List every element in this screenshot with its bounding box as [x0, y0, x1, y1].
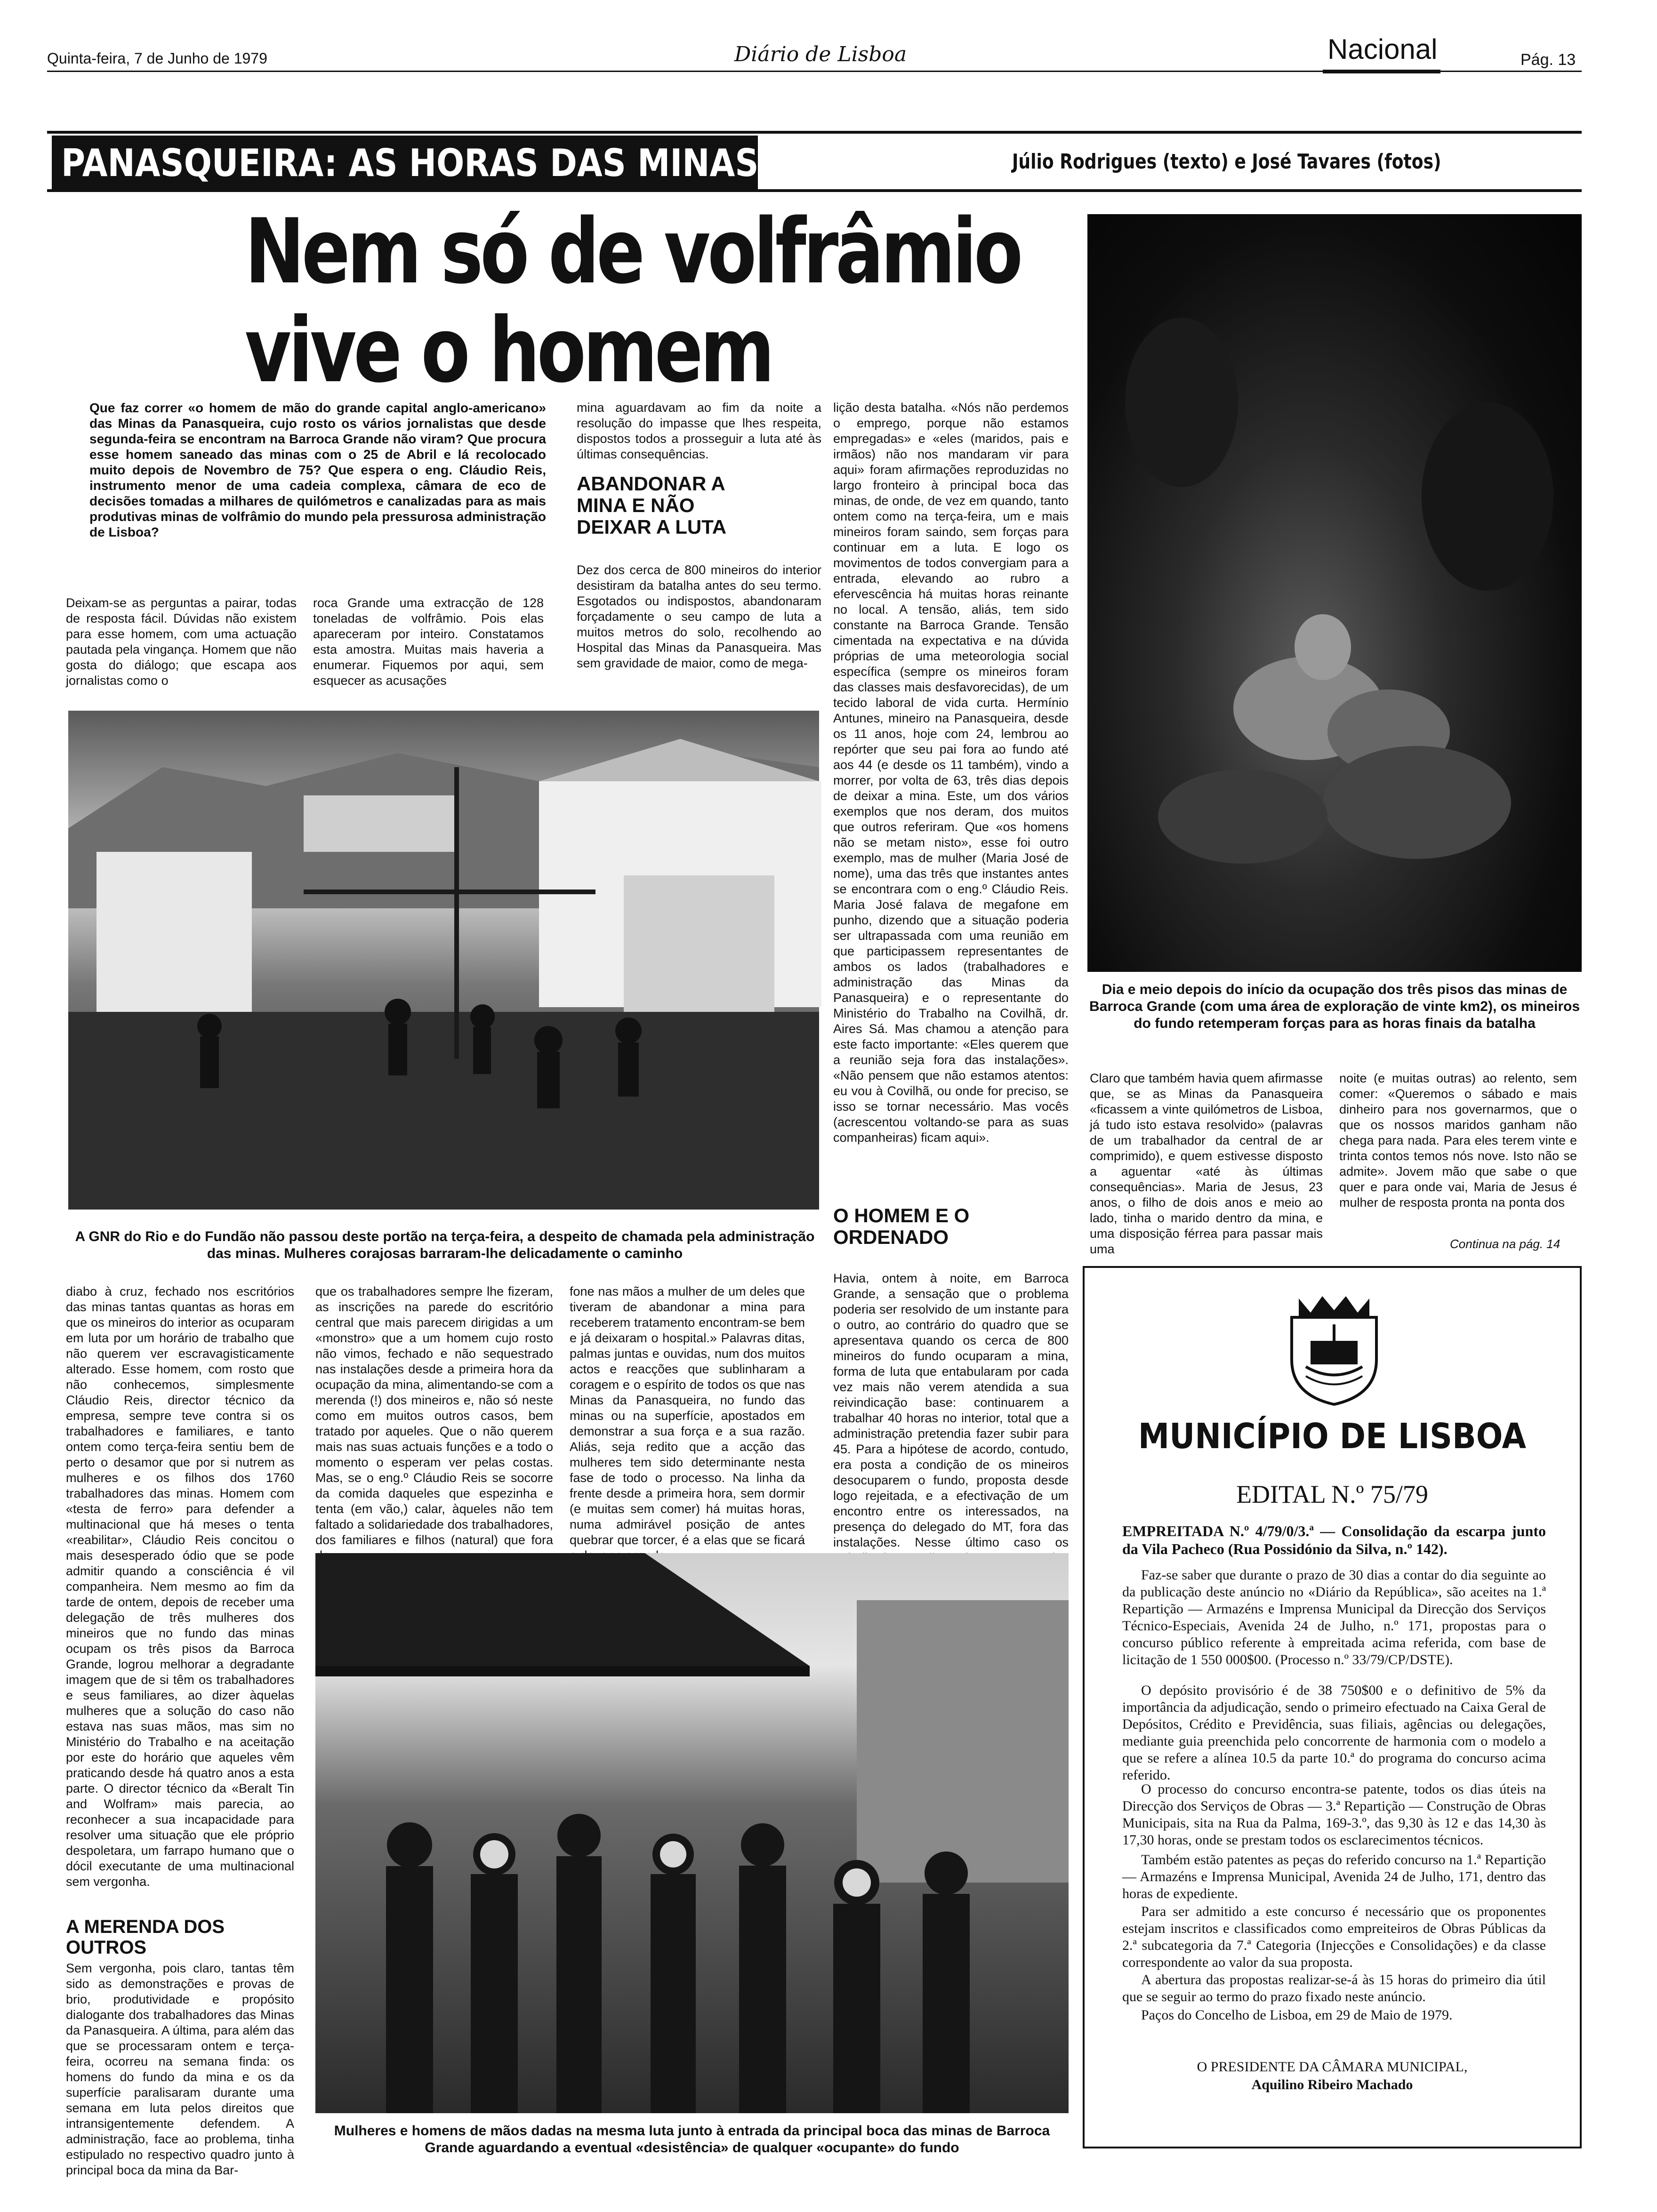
banner-bottom-rule — [47, 189, 1582, 192]
article-col4: lição desta batalha. «Nós não perdemos o emprego, porque não estamos empregadas» e «eles (maridos, pais e irmãos) não nos mandaram vir para aqui» foram afirmações reproduzidas no largo fronteiro à principal boca das minas, de onde, de vez em quando, tanto ontem como na terça-feira, um e mais mineiros foram saindo, sem forças para continuar em a luta. E logo os movimentos de todos convergiam para a entrada, elevando ao rubro a efervescência há muitas horas reinante no local. A tensão, aliás, tem sido constante na Barroca Grande. Tensão cimentada na expectativa e na dúvida próprias de uma meteorologia social específica (sempre os mineiros foram das classes mais desfavorecidas), de um tecido laboral de vida curta. Hermínio Antunes, mineiro na Panasqueira, desde os 11 anos, hoje com 24, lembrou ao repórter que seu pai fora ao fundo até aos 44 (e desde os 11 também), vindo a morrer, por volta de 63, três dias depois de deixar a mina. Este, um dos vários exemplos que nos deram, dos muitos que outros referiram. Que «os homens não se metam nisto», esse foi outro exemplo, mas de mulher (Maria José de nome), uma das três que instantes antes se encontrara com o eng.º Cláudio Reis. Maria José falava de megafone em punho, dizendo que a situação poderia ser ultrapassada com uma reunião em que participassem representantes de ambos os lados (trabalhadores e administração das Minas da Panasqueira) e o representante do Ministério do Trabalho na Covilhã, dr. Aires Sá. Mas chamou a atenção para este facto importante: «Eles querem que a reunião seja fora das instalações». «Não pensem que não estamos atentos: eu vou à Covilhã, ou onde for preciso, se isso se tornar necessário. Mas vocês (acrescentou voltando-se para as suas companheiras) ficam aqui». — [833, 401, 1069, 1145]
photo-miners-resting — [1087, 214, 1582, 972]
signature-title: O PRESIDENTE DA CÂMARA MUNICIPAL, — [1197, 2059, 1468, 2075]
ad-paragraph-5: Para ser admitido a este concurso é necessário que os proponentes estejam inscritos e classificados como empreiteiros de Obras Públicas da 2.ª subcategoria da 7.ª Categoria (Injecções e Consolidações) e da classe correspondente ao valor da sua proposta. — [1122, 1904, 1546, 1970]
banner-credits: Júlio Rodrigues (texto) e José Tavares (fotos) — [1012, 150, 1441, 174]
municipio-ad-box — [1083, 1266, 1582, 2148]
lower-col1: diabo à cruz, fechado nos escritórios das minas tantas quantas as horas em que os mineiros do interior as ocuparam em luta por um horário de trabalho que não querem ver escravagisticamente alterado. Esse homem, com rosto que não conhecemos, simplesmente Cláudio Reis, director técnico da empresa, sempre teve contra si os trabalhadores e familiares, e tanto ontem como terça-feira sentiu bem de perto o desamor que por si nutrem as mulheres e os filhos dos 1760 trabalhadores das minas. Homem com «testa de ferro» para defender a multinacional que há meses o tenta «reabilitar», Cláudio Reis concitou o mais desesperado ódio que se pode admitir quando a consciência é vil companheira. Nem mesmo ao fim da tarde de ontem, depois de receber uma delegação de três mulheres dos mineiros que no fundo das minas ocupam os três pisos da Barroca Grande, logrou melhorar a degradante imagem que de si têm os trabalhadores e seus familiares, ao dizer àquelas mulheres que a solução do caso não estava nas suas mãos, mas sim no Ministério do Trabalho e na aceitação por este do horário que aqueles vêm praticando desde há quatro anos a esta parte. O director técnico da «Beralt Tin and Wolfram» mais parecia, ao reconhecer a sua incapacidade para resolver uma situação que ele próprio despoletara, um farrapo humano que o dócil executante de uma multinacional sem vergonha. — [66, 1284, 294, 1889]
article-col3-mid: Dez dos cerca de 800 mineiros do interior desistiram da batalha antes do seu termo. Esgotados ou indispostos, abandonaram forçadamente o seu campo de luta a muitos metros do solo, recolhendo ao Hospital das Minas da Panasqueira. Mas sem gravidade de maior, como de mega- — [577, 563, 821, 670]
ad-paragraph-6: A abertura das propostas realizar-se-á às 15 horas do primeiro dia útil que se seguir ao termo do prazo fixado neste anúncio. — [1122, 1972, 1546, 2004]
masthead-date: Quinta-feira, 7 de Junho de 1979 — [47, 50, 267, 67]
subhead-merenda: A MERENDA DOS OUTROS — [66, 1916, 225, 1958]
edital-number: EDITAL N.º 75/79 — [1236, 1480, 1428, 1508]
photo-entrance-caption: Mulheres e homens de mãos dadas na mesma luta junto à entrada da principal boca das minas de Barroca Grande aguardando a eventual «desistência» de qualquer «ocupante» do fundo — [334, 2123, 1050, 2156]
lower-col4: Havia, ontem à noite, em Barroca Grande, a sensação que o problema poderia ser resolvido de um instante para o outro, ao contrário do quadro que se apresentava quando os cerca de 800 mineiros do fundo ocuparam a mina, forma de luta que entabularam por cada vez mais não verem atendida a sua reivindicação base: continuarem a trabalhar 40 horas no interior, total que a administração pretendia fazer subir para 45. Para a hipótese de acordo, contudo, era posta a condição de os mineiros desocuparem o fundo, proposta desde logo rejeitada, e a efectivação de um encontro entre os interessados, na presença do delegado do MT, fora das instalações. Nesse último caso os — [833, 1271, 1069, 1549]
photo-miners-caption: Dia e meio depois do início da ocupação dos três pisos das minas de Barroca Grande (com uma área de exploração de vinte km2), os mineiros do fundo retemperam forças para as horas finais da batalha — [1089, 982, 1580, 1031]
headline-line1: Nem só de volfrâmio — [245, 200, 1020, 304]
masthead-rule — [47, 71, 1582, 72]
photo-miners-illustration — [1087, 214, 1582, 972]
photo-mine-entrance-illustration — [315, 1553, 1069, 2113]
subhead-homem: O HOMEM E O ORDENADO — [833, 1204, 970, 1248]
continua-note[interactable]: Continua na pág. 14 — [1450, 1237, 1560, 1251]
photo-gnr-gate — [68, 711, 819, 1210]
article-col5: Claro que também havia quem afirmasse que, se as Minas da Panasqueira «ficassem a vinte quilómetros de Lisboa, já tudo isto estava resolvido» (palavras de um trabalhador da central de ar comprimido), e quem estivesse disposto a aguentar «até às últimas consequências». Maria de Jesus, 23 anos, o filho de dois anos e meio ao lado, tinha o marido dentro da mina, e uma disposição férrea para passar mais uma — [1090, 1071, 1323, 1256]
ad-paragraph-7: Paços do Concelho de Lisboa, em 29 de Maio de 1979. — [1141, 2007, 1453, 2023]
municipio-title: MUNICÍPIO DE LISBOA — [1138, 1416, 1527, 1457]
subhead-abandonar: ABANDONAR A MINA E NÃO DEIXAR A LUTA — [577, 473, 727, 538]
photo-mine-entrance — [315, 1553, 1069, 2113]
photo-gnr-gate-illustration — [68, 711, 819, 1210]
section-name: Nacional — [1327, 33, 1438, 65]
banner-top-rule — [47, 131, 1582, 134]
empreitada-heading: EMPREITADA N.º 4/79/0/3.ª — Consolidação da escarpa junto da Vila Pacheco (Rua Possidónio da Silva, n.º 142). — [1122, 1523, 1546, 1557]
lower-col3: fone nas mãos a mulher de um deles que tiveram de abandonar a mina para receberem tratamento encontram-se bem e já deixaram o hospital.» Palavras ditas, palmas juntas e ouvidas, num dos muitos actos e reacções que sublinharam a coragem e o espírito de todos os que nas Minas da Panasqueira, no fundo das minas ou na superfície, apostados em demonstrar a sua força e a sua razão. Aliás, seja redito que a acção das mulheres tem sido determinante nesta fase de todo o processo. Na linha da frente desde a primeira hora, sem dormir (e muitas sem comer) há muitas horas, numa admirável posição de antes quebrar que torcer, é a elas que se ficará — [570, 1284, 805, 1547]
ad-paragraph-3: O processo do concurso encontra-se patente, todos os dias úteis na Direcção dos Serviços de Obras — 3.ª Repartição — Construção de Obras Municipais, sita na Rua da Palma, 169-3.º, das 9,30 às 12 e das 14,30 às 17,30 horas, onde se prestam todos os esclarecimentos técnicos. — [1122, 1781, 1546, 1848]
article-col6: noite (e muitas outras) ao relento, sem comer: «Queremos o sábado e mais dinheiro para nos governarmos, que o que os nossos maridos ganham não chega para nada. Para eles terem vinte e trinta contos temos nós nove. Isto não se admite». Jovem mão que sabe o que quer e para onde vai, Maria de Jesus é mulher de resposta pronta na ponta dos — [1339, 1071, 1577, 1210]
banner-title: PANASQUEIRA: AS HORAS DAS MINAS — [61, 141, 759, 185]
photo-gnr-caption: A GNR do Rio e do Fundão não passou deste portão na terça-feira, a despeito de chamada pela administração das minas. Mulheres corajosas barraram-lhe delicadamente o caminho — [75, 1229, 815, 1261]
article-col1-top: Deixam-se as perguntas a pairar, todas de resposta fácil. Dúvidas não existem para esse homem, com uma actuação pautada pela vingança. Homem que não gosta do diálogo; que escapa aos jornalistas como o — [66, 596, 297, 688]
article-col3-top: mina aguardavam ao fim da noite a resolução do impasse que lhes respeita, dispostos todos a prosseguir a luta até às últimas consequências. — [577, 401, 821, 461]
article-lead: Que faz correr «o homem de mão do grande capital anglo-americano» das Minas da Panasqueira, cujo rosto os vários jornalistas que desde segunda-feira se encontram na Barroca Grande não viram? Que procura esse homem saneado das minas com o 25 de Abril e lá recolocado muito depois de Novembro de 75? Que espera o eng. Cláudio Reis, instrumento menor de uma cadeia complexa, câmara de eco de decisões tomadas a milhares de quilómetros e canalizadas para as mais produtivas minas de volfrâmio do mundo pela pressurosa administração de Lisboa? — [89, 401, 546, 539]
lower-col2: que os trabalhadores sempre lhe fizeram, as inscrições na parede do escritório central que mais parecem dirigidas a um «monstro» que a um homem cujo rosto não vimos, fechado e não sequestrado nas instalações desde a primeira hora da ocupação da mina, alimentando-se com a merenda (!) dos mineiros e, não só neste como em muitos outros casos, bem tratado por aqueles. Que o não querem mais nas suas actuais funções e a todo o momento o esperam ver pelas costas. Mas, se o eng.º Cláudio Reis se socorre da comida daqueles que espezinha e tenta (em vão,) calar, àqueles não tem faltado a solidariedade dos trabalhadores, dos familiares e filhos (natural) que fora — [315, 1284, 553, 1547]
ad-paragraph-1: Faz-se saber que durante o prazo de 30 dias a contar do dia seguinte ao da publicação deste anúncio no «Diário da República», são aceites na 1.ª Repartição — Armazéns e Imprensa Municipal da Direcção dos Serviços Técnico-Especiais, Avenida 24 de Julho, n.º 171, propostas para o concurso público referente à empreitada acima referida, com base de licitação de 1 550 000$00. (Processo n.º 33/79/CP/DSTE). — [1122, 1567, 1546, 1667]
ad-paragraph-4: Também estão patentes as peças do referido concurso na 1.ª Repartição — Armazéns e Imprensa Municipal, Avenida 24 de Julho, 171, dentro das horas de expediente. — [1122, 1852, 1546, 1901]
lower-col1b: Sem vergonha, pois claro, tantas têm sido as demonstrações e provas de brio, produtividade e propósito dialogante dos trabalhadores das Minas da Panasqueira. A última, para além das que se processaram ontem e terça-feira, ocorreu na semana finda: os homens do fundo da mina e os da superfície paralisaram durante uma semana em luta pelos direitos que intransigentemente defendem. A administração, face ao problema, tinha estipulado no respectivo quadro junto à principal boca da mina da Bar- — [66, 1961, 294, 2177]
article-col2-top: roca Grande uma extracção de 128 toneladas de volfrâmio. Pois elas apareceram por inteiro. Constatamos esta amostra. Muitas mais haveria a enumerar. Fiquemos por aqui, sem esquecer as acusações — [313, 596, 544, 688]
ad-paragraph-2: O depósito provisório é de 38 750$00 e o definitivo de 5% da importância da adjudicação, sendo o primeiro efectuado na Caixa Geral de Depósitos, Crédito e Previdência, suas filiais, agências ou delegações, mediante guia preenchida pelo concorrente de harmonia com o modelo a que se refere a alínea 10.5 da parte 10.ª do programa do concurso acima referido. — [1122, 1683, 1546, 1783]
lisbon-coat-of-arms — [1273, 1289, 1395, 1407]
newspaper-name: Diário de Lisboa — [734, 42, 907, 66]
headline-line2: vive o homem — [245, 298, 772, 402]
page-number: Pág. 13 — [1520, 51, 1576, 69]
signature-name: Aquilino Ribeiro Machado — [1251, 2077, 1413, 2092]
